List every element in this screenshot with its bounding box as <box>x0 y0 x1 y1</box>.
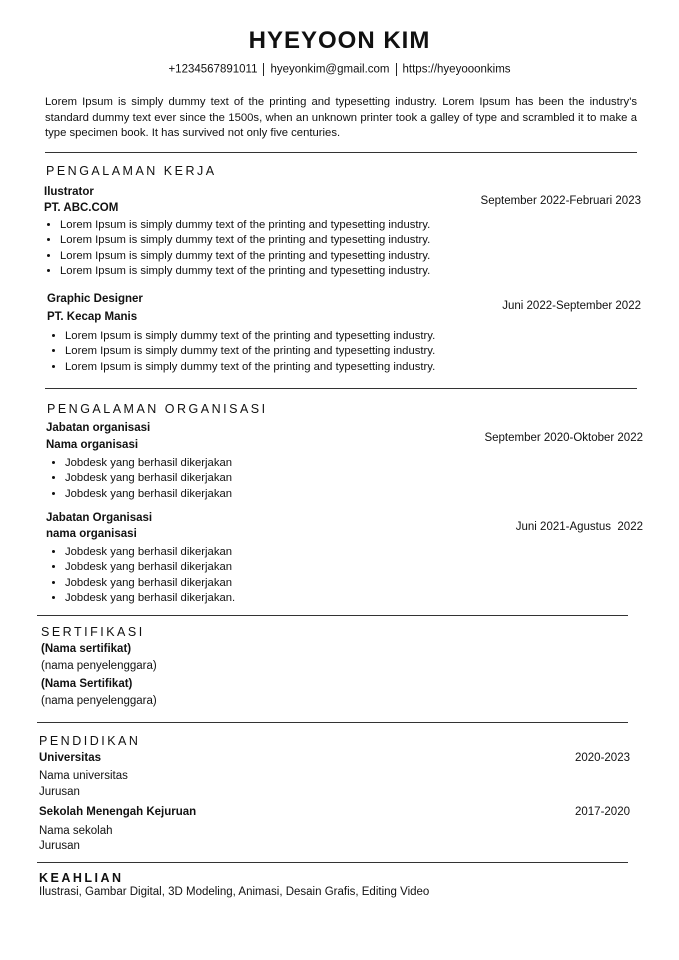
separator <box>396 63 397 76</box>
education-years: 2017-2020 <box>575 806 630 818</box>
job-role: Graphic Designer <box>47 293 143 305</box>
divider <box>45 388 637 389</box>
contact-line <box>0 63 679 76</box>
education-level: Sekolah Menengah Kejuruan <box>39 806 197 818</box>
separator <box>263 63 264 76</box>
phone-number: +1234567891011 <box>168 63 258 76</box>
list-item: • Lorem Ipsum is simply dummy text of the printing and typesetting industry. <box>60 264 500 279</box>
list-item: • Lorem Ipsum is simply dummy text of the printing and typesetting industry. <box>65 329 505 344</box>
list-item: • Jobdesk yang berhasil dikerjakan <box>65 576 365 591</box>
candidate-name: HYEYOON KIM <box>248 27 431 54</box>
skills-list: Ilustrasi, Gambar Digital, 3D Modeling, Animasi, Desain Grafis, Editing Video <box>39 886 430 898</box>
education-major: Jurusan <box>39 786 80 798</box>
org-role: Jabatan organisasi <box>46 422 151 434</box>
divider <box>37 722 628 723</box>
job-dates: Juni 2022-September 2022 <box>502 300 641 312</box>
section-title-organization: PENGALAMAN ORGANISASI <box>47 402 268 416</box>
education-major: Jurusan <box>39 840 80 852</box>
list-item: • Lorem Ipsum is simply dummy text of the printing and typesetting industry. <box>60 249 500 264</box>
org-dates: September 2020-Oktober 2022 <box>484 432 643 444</box>
list-item: • Jobdesk yang berhasil dikerjakan. <box>65 591 365 606</box>
org-dates: Juni 2021-Agustus 2022 <box>515 521 643 533</box>
list-item: • Lorem Ipsum is simply dummy text of the printing and typesetting industry. <box>65 344 505 359</box>
job-company: PT. ABC.COM <box>44 202 119 214</box>
website-link[interactable]: https://hyeyooonkims <box>402 63 511 76</box>
summary-paragraph: Lorem Ipsum is simply dummy text of the printing and typesetting industry. Lorem Ipsum has been the industry's standard dummy text ever since the 1500s, when an unknown printer took a galley of type and scrambled it to make a type specimen book. It has survived not only five centuries. <box>45 96 637 139</box>
cert-issuer: (nama penyelenggara) <box>41 695 157 707</box>
list-item: • Jobdesk yang berhasil dikerjakan <box>65 560 365 575</box>
org-name: Nama organisasi <box>46 439 139 451</box>
education-years: 2020-2023 <box>575 752 630 764</box>
job-company: PT. Kecap Manis <box>47 311 138 323</box>
list-item: • Lorem Ipsum is simply dummy text of the printing and typesetting industry. <box>65 360 505 375</box>
org-role: Jabatan Organisasi <box>46 512 153 524</box>
cert-name: (Nama sertifikat) <box>41 643 132 655</box>
list-item: • Jobdesk yang berhasil dikerjakan <box>65 471 365 486</box>
section-title-work: PENGALAMAN KERJA <box>46 164 217 178</box>
divider <box>37 862 628 863</box>
list-item: • Lorem Ipsum is simply dummy text of the printing and typesetting industry. <box>60 218 500 233</box>
cert-name: (Nama Sertifikat) <box>41 678 133 690</box>
org-bullets <box>49 456 365 502</box>
list-item: • Jobdesk yang berhasil dikerjakan <box>65 456 365 471</box>
job-dates: September 2022-Februari 2023 <box>480 195 641 207</box>
list-item: • Jobdesk yang berhasil dikerjakan <box>65 545 365 560</box>
list-item: • Jobdesk yang berhasil dikerjakan <box>65 487 365 502</box>
section-title-certifications: SERTIFIKASI <box>41 625 145 639</box>
education-level: Universitas <box>39 752 102 764</box>
cert-issuer: (nama penyelenggara) <box>41 660 157 672</box>
email-address: hyeyonkim@gmail.com <box>270 63 390 76</box>
education-school: Nama sekolah <box>39 825 113 837</box>
divider <box>37 615 628 616</box>
section-title-skills: KEAHLIAN <box>39 871 124 885</box>
list-item: • Lorem Ipsum is simply dummy text of the printing and typesetting industry. <box>60 233 500 248</box>
job-bullets <box>44 218 500 279</box>
job-bullets <box>49 329 505 375</box>
job-role: Ilustrator <box>44 186 94 198</box>
org-bullets <box>49 545 365 606</box>
education-school: Nama universitas <box>39 770 128 782</box>
divider <box>45 152 637 153</box>
section-title-education: PENDIDIKAN <box>39 734 141 748</box>
org-name: nama organisasi <box>46 528 137 540</box>
